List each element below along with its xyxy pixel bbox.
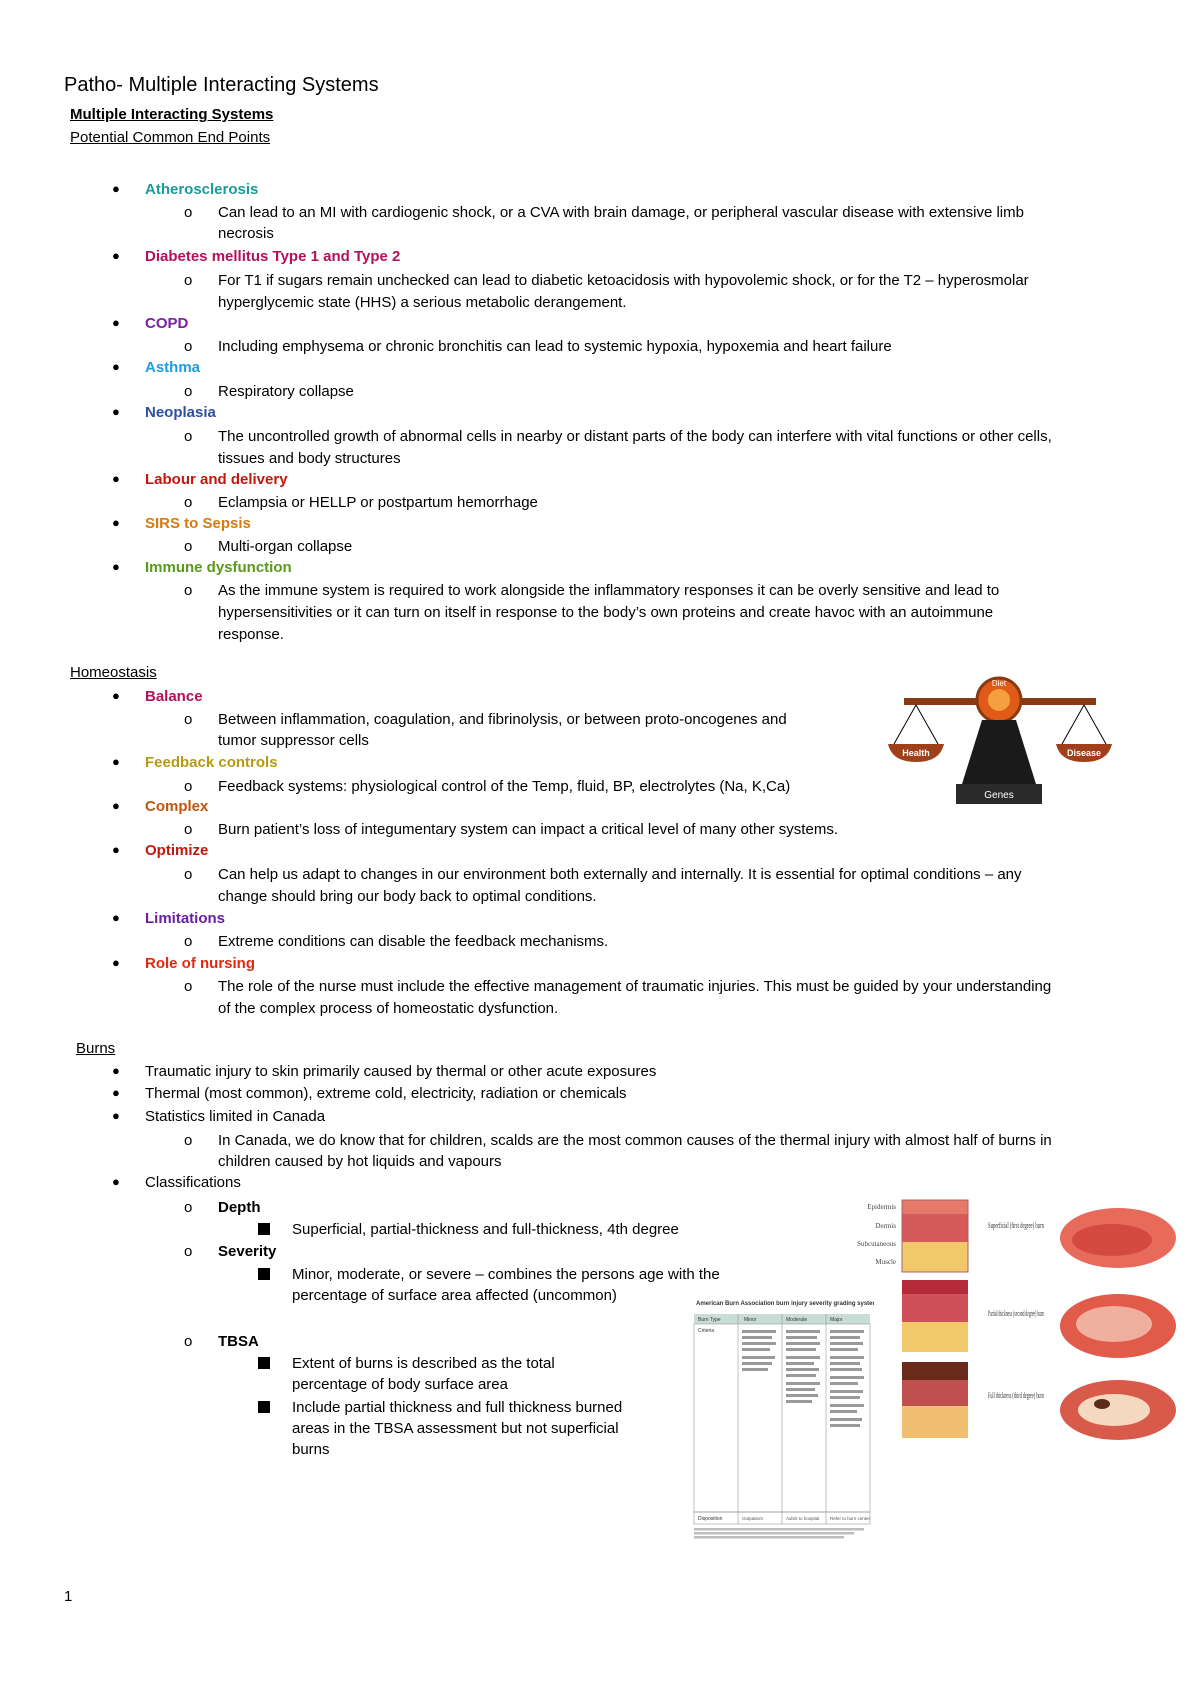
- page-title: Patho- Multiple Interacting Systems: [64, 74, 379, 96]
- topic-detail: hyperglycemic state (HHS) a serious metabolic derangement.: [218, 294, 627, 311]
- table-col-burn-type: Burn Type: [698, 1317, 721, 1323]
- table-row-disposition: Disposition: [698, 1516, 723, 1522]
- topic-detail: tumor suppressor cells: [218, 732, 369, 749]
- topic-detail: o Respiratory collapse: [184, 383, 354, 400]
- topic-item: ● Atherosclerosis: [112, 181, 259, 198]
- burn-depth-illustration: [850, 1198, 1180, 1444]
- topic-detail: change should bring our body back to optimal conditions.: [218, 888, 597, 905]
- depth-text: Superficial, partial-thickness and full-thickness, 4th degree: [292, 1219, 679, 1240]
- severity-item: o Severity: [184, 1243, 277, 1260]
- topic-item: ● Optimize: [112, 842, 209, 859]
- table-dispo-minor: Outpatient: [742, 1516, 763, 1521]
- topic-detail: o As the immune system is required to work alongside the inflammatory responses it can be overly sensitive and lead to: [184, 582, 1000, 599]
- topic-item: ● Limitations: [112, 910, 226, 927]
- topic-detail: o Burn patient’s loss of integumentary system can impact a critical level of many other systems.: [184, 821, 838, 838]
- topic-detail: o The uncontrolled growth of abnormal cells in nearby or distant parts of the body can interfere with vital functions or other cells,: [184, 428, 1052, 445]
- balance-scale-image: [884, 672, 1114, 808]
- topic-detail: hypersensitivities or it can turn on itself in response to the body’s own proteins and create havoc with an autoimmune: [218, 604, 994, 621]
- topic-item: ● Asthma: [112, 359, 201, 376]
- topic-detail: o For T1 if sugars remain unchecked can lead to diabetic ketoacidosis with hypovolemic shock, or for the T2 – hyperosmolar: [184, 272, 1029, 289]
- table-dispo-moderate: Admit to hospital: [786, 1516, 820, 1521]
- layer-label: Epidermis: [867, 1203, 896, 1211]
- burn-type-superficial: Superficial (first degree) burn: [988, 1221, 1044, 1230]
- page-number: 1: [64, 1588, 73, 1605]
- table-col-major: Major: [830, 1317, 843, 1323]
- table-dispo-major: Refer to burn center: [830, 1516, 871, 1521]
- topic-item: ● Neoplasia: [112, 404, 216, 421]
- classifications-bullet: ● Classifications: [112, 1174, 241, 1191]
- scale-disease-label: Disease: [1066, 748, 1102, 758]
- topic-item: ● Complex: [112, 798, 209, 815]
- layer-label: Subcutaneous: [857, 1240, 896, 1248]
- burn-bullet: ● Statistics limited in Canada: [112, 1108, 326, 1125]
- layer-label: Muscle: [875, 1258, 896, 1266]
- topic-item: ● Role of nursing: [112, 955, 255, 972]
- layer-label: Dermis: [875, 1222, 896, 1230]
- topic-detail: o Can help us adapt to changes in our environment both externally and internally. It is essential for optimal conditions – any: [184, 866, 1022, 883]
- burn-type-full: Full thickness (third degree) burn: [988, 1391, 1044, 1400]
- topic-item: ● COPD: [112, 315, 189, 332]
- table-title: American Burn Association burn injury severity grading system: [696, 1301, 874, 1307]
- scale-health-label: Health: [902, 748, 930, 758]
- burn-type-partial: Partial thickness (second degree) burn: [988, 1309, 1044, 1318]
- topic-item: ● SIRS to Sepsis: [112, 515, 251, 532]
- topic-detail: o Between inflammation, coagulation, and fibrinolysis, or between proto-oncogenes and: [184, 711, 787, 728]
- topic-item: ● Diabetes mellitus Type 1 and Type 2: [112, 248, 401, 265]
- tbsa-text-1: Extent of burns is described as the total percentage of body surface area: [292, 1353, 555, 1395]
- topic-item: ● Feedback controls: [112, 754, 278, 771]
- topic-detail: o Including emphysema or chronic bronchitis can lead to systemic hypoxia, hypoxemia and heart failure: [184, 338, 892, 355]
- topic-item: ● Immune dysfunction: [112, 559, 292, 576]
- canada-sub: o In Canada, we do know that for children, scalds are the most common causes of the thermal injury with almost half of burns in children caused by hot liquids and vapours: [184, 1132, 1052, 1170]
- severity-text: Minor, moderate, or severe – combines the persons age with the percentage of surface area affected (uncommon): [292, 1264, 720, 1306]
- scale-top-label: Diet: [991, 679, 1007, 688]
- topic-detail: of the complex process of homeostatic dysfunction.: [218, 1000, 559, 1017]
- topic-detail: o Can lead to an MI with cardiogenic shock, or a CVA with brain damage, or peripheral vascular disease with extensive limb: [184, 204, 1024, 221]
- topic-detail: o Extreme conditions can disable the feedback mechanisms.: [184, 933, 609, 950]
- topic-detail: o The role of the nurse must include the effective management of traumatic injuries. This must be guided by your understanding: [184, 978, 1052, 995]
- topic-item: ● Labour and delivery: [112, 471, 288, 488]
- table-col-minor: Minor: [744, 1317, 757, 1323]
- topic-detail: o Feedback systems: physiological control of the Temp, fluid, BP, electrolytes (Na, K,Ca): [184, 778, 791, 795]
- topic-detail: response.: [218, 626, 284, 643]
- depth-item: o Depth: [184, 1199, 261, 1216]
- table-col-moderate: Moderate: [786, 1317, 808, 1323]
- tbsa-text-2: Include partial thickness and full thickness burned areas in the TBSA assessment but not superficial burns: [292, 1397, 622, 1460]
- topic-detail: o Multi-organ collapse: [184, 538, 353, 555]
- burn-severity-table-image: [690, 1296, 874, 1542]
- scale-genes-label: Genes: [984, 790, 1014, 801]
- topic-detail: necrosis: [218, 225, 274, 242]
- section-heading-multiple-systems: Multiple Interacting Systems: [70, 106, 274, 123]
- topic-item: ● Balance: [112, 688, 203, 705]
- burn-bullet: ● Thermal (most common), extreme cold, electricity, radiation or chemicals: [112, 1085, 627, 1102]
- topic-detail: tissues and body structures: [218, 450, 401, 467]
- subheading-common-end-points: Potential Common End Points: [70, 129, 271, 146]
- section-heading-burns: Burns: [76, 1040, 116, 1057]
- section-heading-homeostasis: Homeostasis: [70, 664, 157, 681]
- table-row-criteria: Criteria: [698, 1328, 715, 1334]
- burn-bullet: ● Traumatic injury to skin primarily caused by thermal or other acute exposures: [112, 1063, 657, 1080]
- tbsa-item: o TBSA: [184, 1333, 259, 1350]
- topic-detail: o Eclampsia or HELLP or postpartum hemorrhage: [184, 494, 538, 511]
